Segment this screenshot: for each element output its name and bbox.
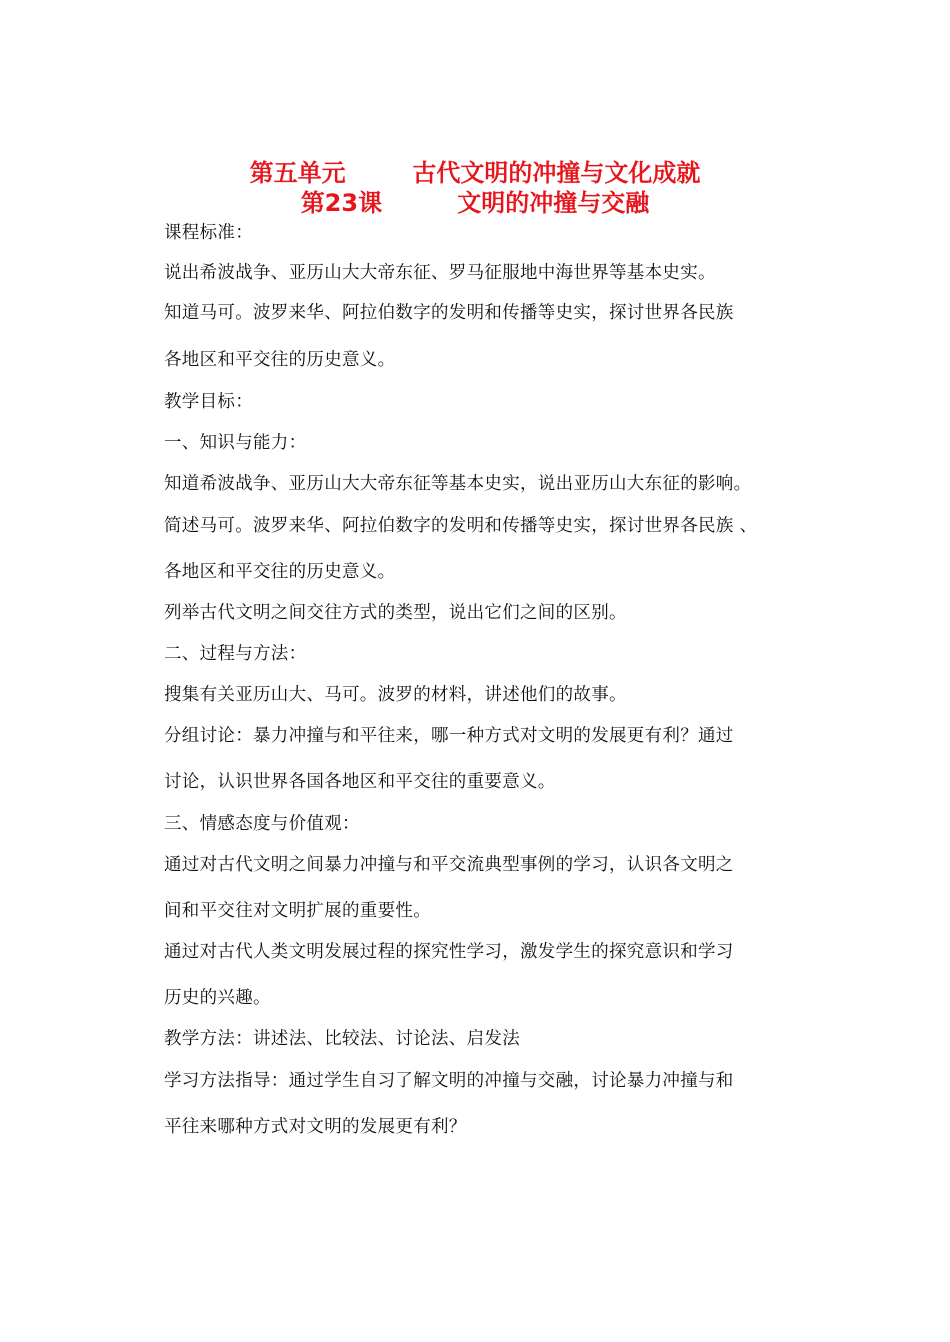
paragraph: 知道马可。波罗来华、阿拉伯数字的发明和传播等史实，探讨世界各民族 — [164, 303, 734, 323]
paragraph: 间和平交往对文明扩展的重要性。 — [164, 901, 431, 921]
paragraph: 各地区和平交往的历史意义。 — [164, 350, 396, 370]
lesson-title: 第23课 文明的冲撞与交融 — [300, 189, 650, 217]
paragraph: 搜集有关亚历山大、马可。波罗的材料，讲述他们的故事。 — [164, 685, 627, 705]
paragraph: 教学目标： — [164, 392, 253, 412]
paragraph: 历史的兴趣。 — [164, 988, 271, 1008]
paragraph: 通过对古代文明之间暴力冲撞与和平交流典型事例的学习，认识各文明之 — [164, 855, 734, 875]
paragraph: 分组讨论：暴力冲撞与和平往来，哪一种方式对文明的发展更有利？通过 — [164, 726, 734, 746]
paragraph: 教学方法：讲述法、比较法、讨论法、启发法 — [164, 1029, 520, 1049]
paragraph: 各地区和平交往的历史意义。 — [164, 562, 396, 582]
paragraph: 学习方法指导：通过学生自习了解文明的冲撞与交融，讨论暴力冲撞与和 — [164, 1071, 734, 1091]
paragraph: 说出希波战争、亚历山大大帝东征、罗马征服地中海世界等基本史实。 — [164, 263, 716, 283]
paragraph: 讨论，认识世界各国各地区和平交往的重要意义。 — [164, 772, 556, 792]
paragraph: 平往来哪种方式对文明的发展更有利？ — [164, 1117, 467, 1137]
paragraph: 课程标准： — [164, 223, 253, 243]
paragraph: 列举古代文明之间交往方式的类型，说出它们之间的区别。 — [164, 603, 627, 623]
unit-title: 第五单元 古代文明的冲撞与文化成就 — [249, 159, 701, 187]
paragraph: 知道希波战争、亚历山大大帝东征等基本史实，说出亚历山大东征的影响。 — [164, 474, 752, 494]
title-block — [0, 158, 950, 218]
paragraph: 简述马可。波罗来华、阿拉伯数字的发明和传播等史实，探讨世界各民族 、 — [164, 516, 758, 536]
paragraph: 二、过程与方法： — [164, 644, 307, 664]
paragraph: 三、情感态度与价值观： — [164, 814, 360, 834]
paragraph: 通过对古代人类文明发展过程的探究性学习，激发学生的探究意识和学习 — [164, 942, 734, 962]
paragraph: 一、知识与能力： — [164, 433, 307, 453]
